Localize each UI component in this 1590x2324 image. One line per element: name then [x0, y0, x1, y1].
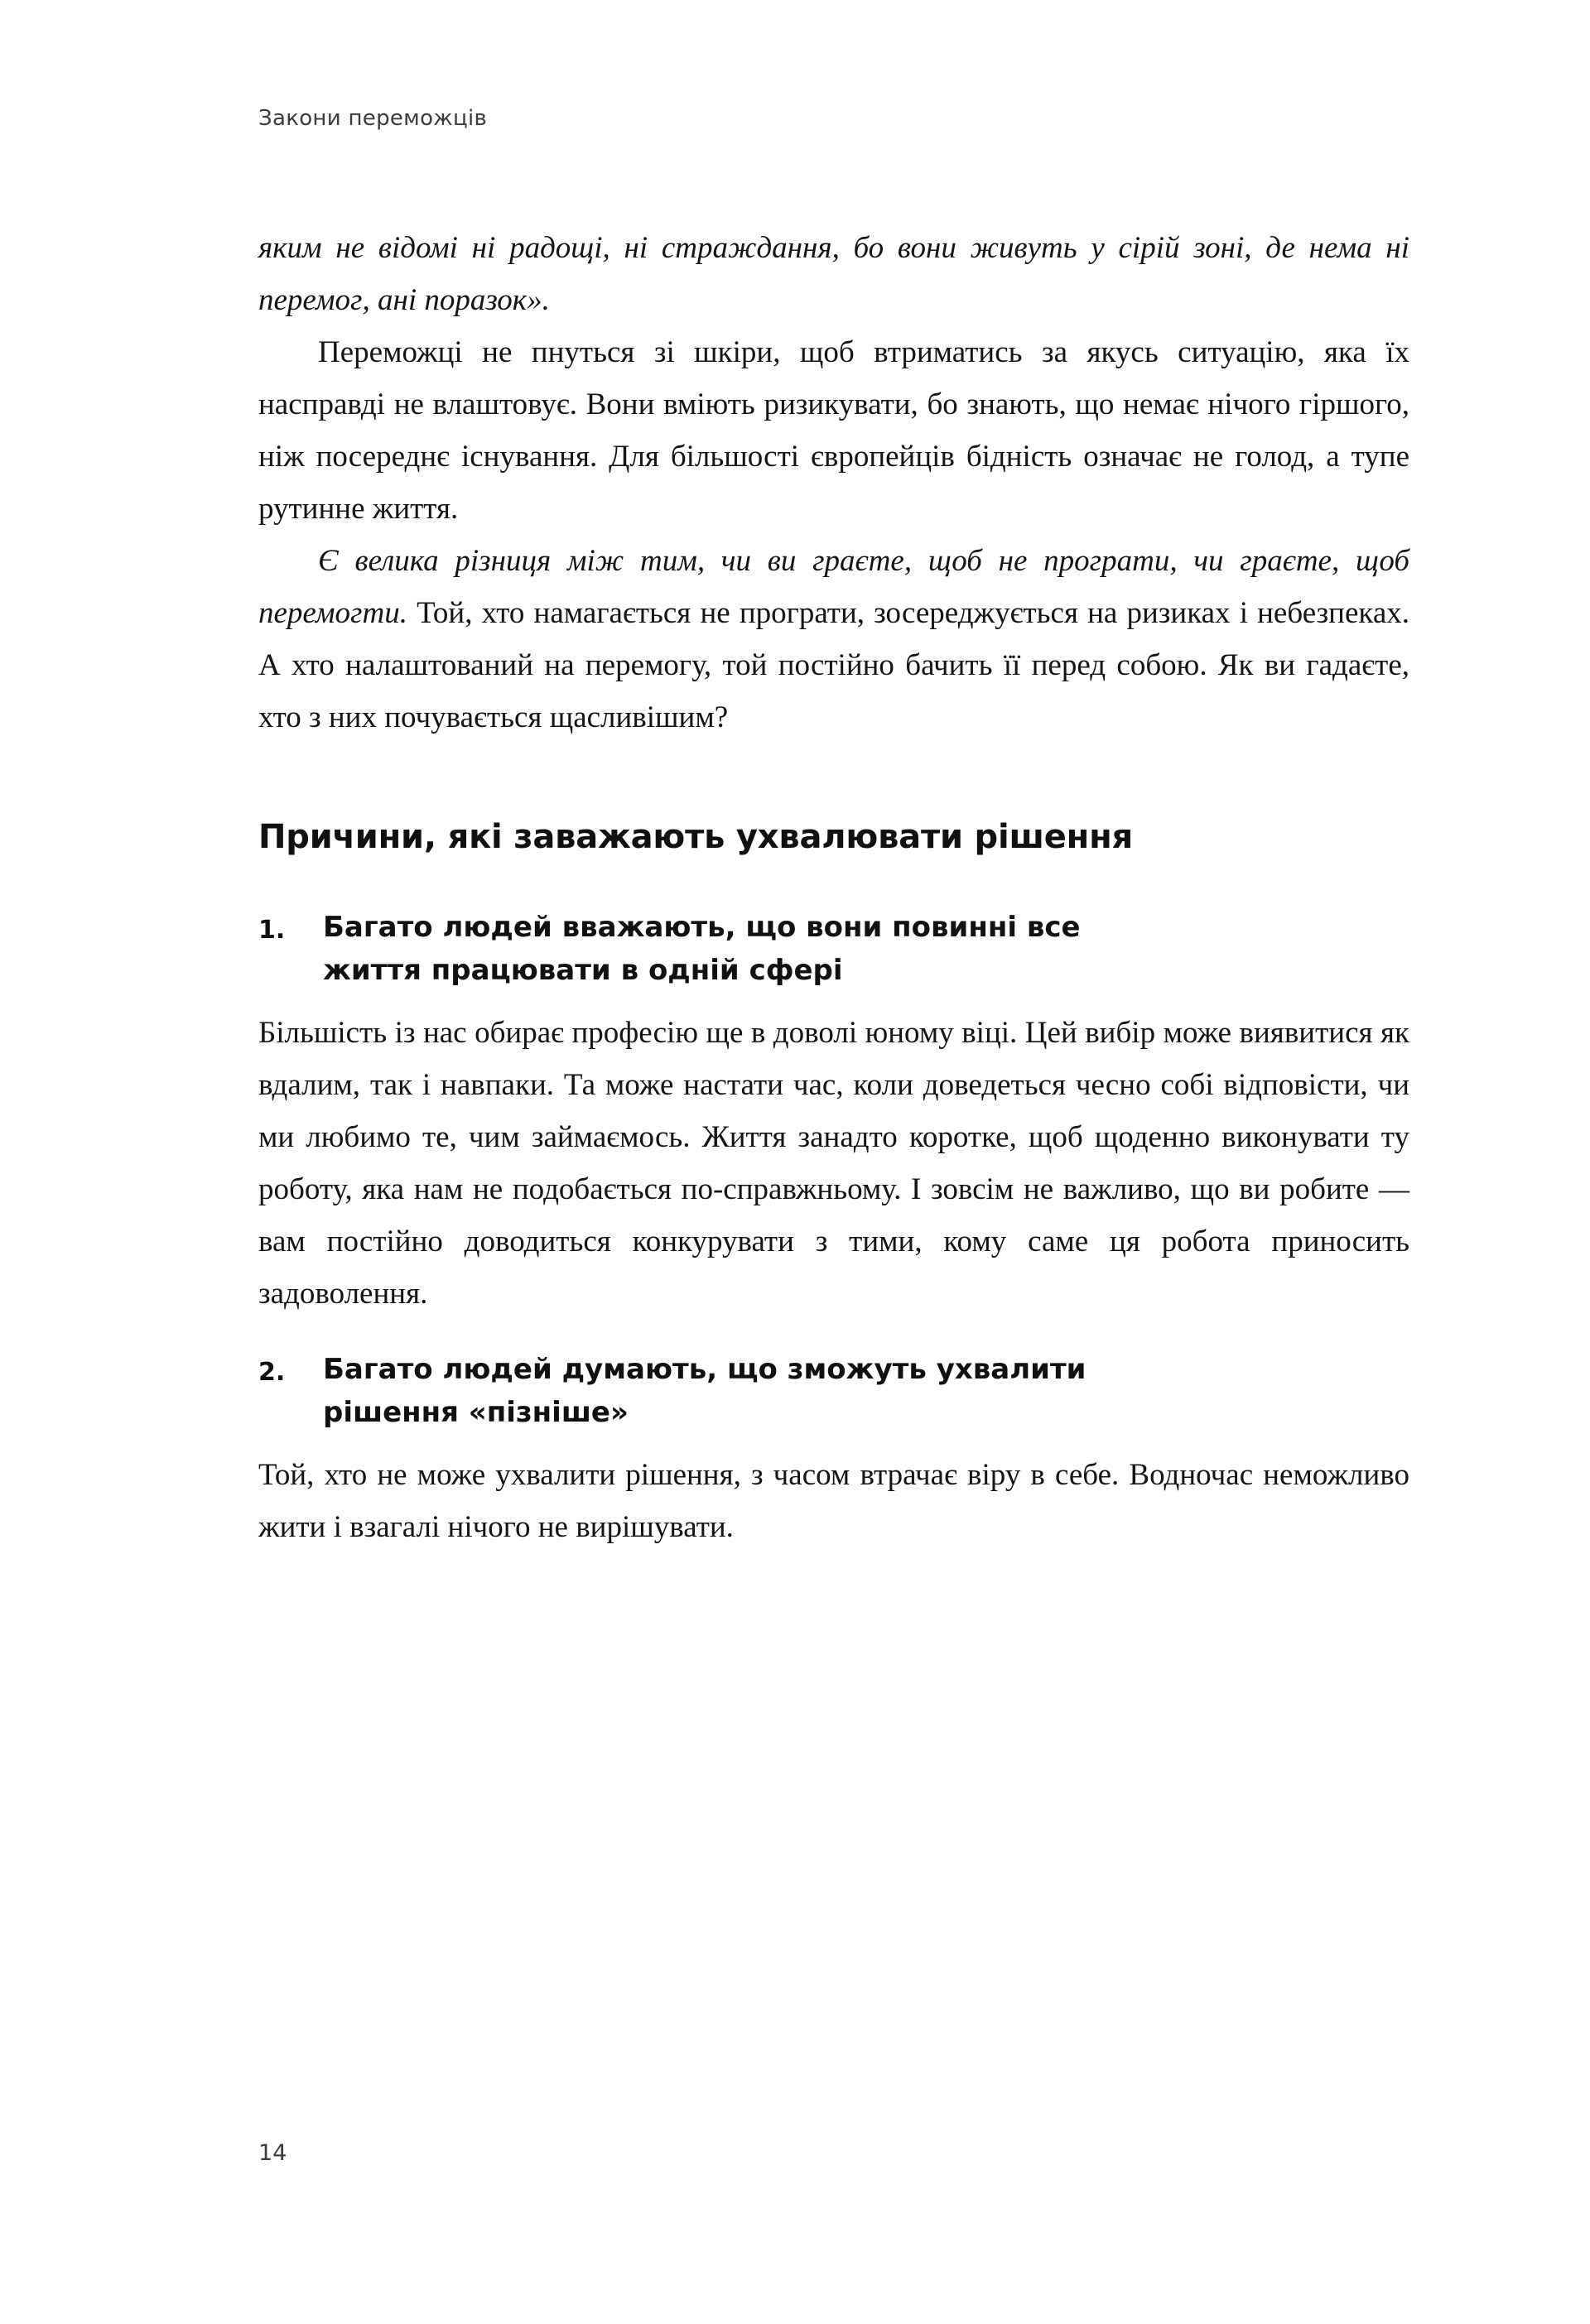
list-item-number: 2. [258, 1358, 286, 1387]
page-number: 14 [258, 2140, 287, 2166]
paragraph-italic-lead: Є велика різниця між тим, чи ви граєте, щоб не програти, чи граєте, щоб перемогти. [258, 544, 1409, 630]
paragraph-roman-tail: Той, хто намагається не програти, зосереджується на ризиках і небезпеках. А хто налаштований на перемогу, той постійно бачить її перед собою. Як ви гадаєте, хто з них почувається щасливішим? [258, 596, 1409, 734]
paragraph-winners-risk: Переможці не пнуться зі шкіри, щоб втриматись за якусь ситуацію, яка їх насправді не влаштовує. Вони вміють ризикувати, бо знають, що немає нічого гіршого, ніж посереднє існування. Для більшості європейців бідність означає не голод, а тупе рутинне життя. [258, 335, 1409, 526]
spacer [258, 743, 1409, 815]
list-item-title: Багато людей вважають, що вони повинні все життя працювати в одній сфері [323, 911, 1081, 987]
paragraph-quote-continuation: яким не відомі ні радощі, ні страждання, бо вони живуть у сірій зоні, де нема ні перемог, ані поразок». [258, 231, 1409, 317]
spacer [258, 1320, 1409, 1348]
spacer [258, 992, 1409, 1007]
list-item-body-2: Той, хто не може ухвалити рішення, з часом втрачає віру в себе. Водночас неможливо жити і взагалі нічого не вирішувати. [258, 1458, 1409, 1544]
page-content [258, 0, 1418, 2324]
spacer [258, 1434, 1409, 1449]
list-item-body-1: Більшість із нас обирає професію ще в доволі юному віці. Цей вибір може виявитися як вдалим, так і навпаки. Та може настати час, коли доведеться чесно собі відповісти, чи ми любимо те, чим займаємось. Життя занадто коротке, щоб щоденно виконувати ту роботу, яка нам не подобається по-справжньому. І зовсім не важливо, що ви робите — вам постійно доводиться конкурувати з тими, кому саме ця робота приносить задоволення. [258, 1016, 1409, 1311]
list-item-heading-2 [258, 1348, 1409, 1434]
body-text-block [258, 222, 1409, 1553]
list-item-number: 1. [258, 916, 286, 945]
spacer [258, 859, 1409, 906]
section-heading: Причини, які заважають ухвалювати рішення [258, 818, 1134, 856]
list-item-title: Багато людей думають, що зможуть ухвалити рішення «пізніше» [323, 1353, 1086, 1429]
list-item-heading-1 [258, 906, 1409, 992]
running-head: Закони переможців [258, 106, 488, 131]
paragraph-play-to-win [258, 535, 1409, 743]
